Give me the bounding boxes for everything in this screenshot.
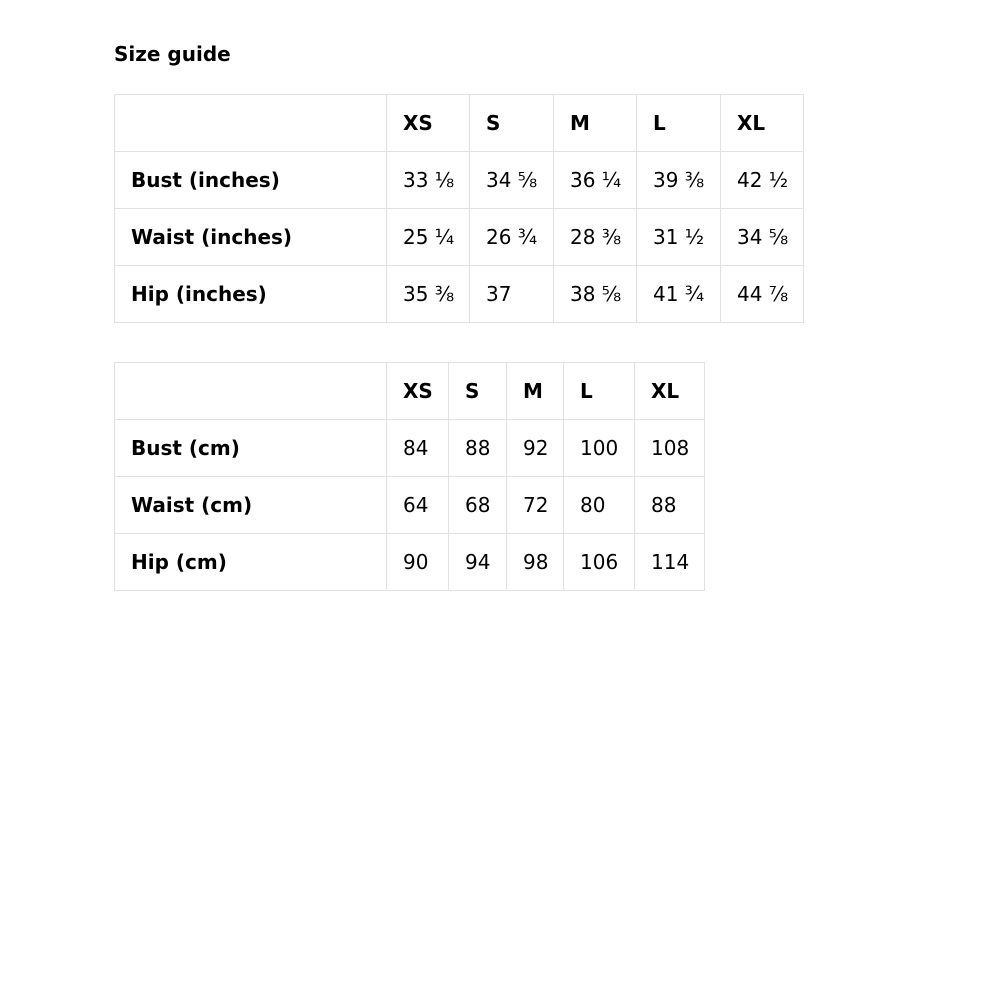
table-cell: 34 ⅝ xyxy=(721,209,804,266)
header-cell-xs: XS xyxy=(387,363,449,420)
header-cell-xl: XL xyxy=(635,363,705,420)
header-cell-xs: XS xyxy=(387,95,470,152)
table-cell: 68 xyxy=(449,477,507,534)
table-header-row xyxy=(115,95,804,152)
header-cell-l: L xyxy=(564,363,635,420)
table-cell: 108 xyxy=(635,420,705,477)
table-row-waist xyxy=(115,209,804,266)
table-row-bust xyxy=(115,152,804,209)
page-title: Size guide xyxy=(114,42,231,66)
table-cell: 38 ⅝ xyxy=(554,266,637,323)
table-cell: 88 xyxy=(449,420,507,477)
size-table-cm xyxy=(114,362,705,591)
table-cell: 36 ¼ xyxy=(554,152,637,209)
table-header-row xyxy=(115,363,705,420)
row-label: Hip (inches) xyxy=(115,266,387,323)
table-cell: 92 xyxy=(507,420,564,477)
table-cell: 33 ⅛ xyxy=(387,152,470,209)
table-cell: 88 xyxy=(635,477,705,534)
table-cell: 90 xyxy=(387,534,449,591)
table-cell: 31 ½ xyxy=(637,209,721,266)
header-cell-empty xyxy=(115,363,387,420)
table-cell: 37 xyxy=(470,266,554,323)
table-cell: 100 xyxy=(564,420,635,477)
table-cell: 41 ¾ xyxy=(637,266,721,323)
table-cell: 114 xyxy=(635,534,705,591)
row-label: Waist (inches) xyxy=(115,209,387,266)
table-cell: 35 ⅜ xyxy=(387,266,470,323)
row-label: Waist (cm) xyxy=(115,477,387,534)
table-cell: 42 ½ xyxy=(721,152,804,209)
table-row-bust xyxy=(115,420,705,477)
table-cell: 98 xyxy=(507,534,564,591)
header-cell-m: M xyxy=(507,363,564,420)
header-cell-s: S xyxy=(470,95,554,152)
header-cell-empty xyxy=(115,95,387,152)
table-cell: 94 xyxy=(449,534,507,591)
table-cell: 28 ⅜ xyxy=(554,209,637,266)
header-cell-m: M xyxy=(554,95,637,152)
header-cell-s: S xyxy=(449,363,507,420)
table-cell: 84 xyxy=(387,420,449,477)
size-table-inches xyxy=(114,94,804,323)
table-cell: 25 ¼ xyxy=(387,209,470,266)
header-cell-xl: XL xyxy=(721,95,804,152)
table-row-hip xyxy=(115,534,705,591)
table-cell: 72 xyxy=(507,477,564,534)
table-row-hip xyxy=(115,266,804,323)
header-cell-l: L xyxy=(637,95,721,152)
row-label: Hip (cm) xyxy=(115,534,387,591)
row-label: Bust (cm) xyxy=(115,420,387,477)
table-cell: 44 ⅞ xyxy=(721,266,804,323)
table-cell: 106 xyxy=(564,534,635,591)
table-cell: 34 ⅝ xyxy=(470,152,554,209)
row-label: Bust (inches) xyxy=(115,152,387,209)
table-row-waist xyxy=(115,477,705,534)
table-cell: 39 ⅜ xyxy=(637,152,721,209)
table-cell: 64 xyxy=(387,477,449,534)
table-cell: 26 ¾ xyxy=(470,209,554,266)
table-cell: 80 xyxy=(564,477,635,534)
